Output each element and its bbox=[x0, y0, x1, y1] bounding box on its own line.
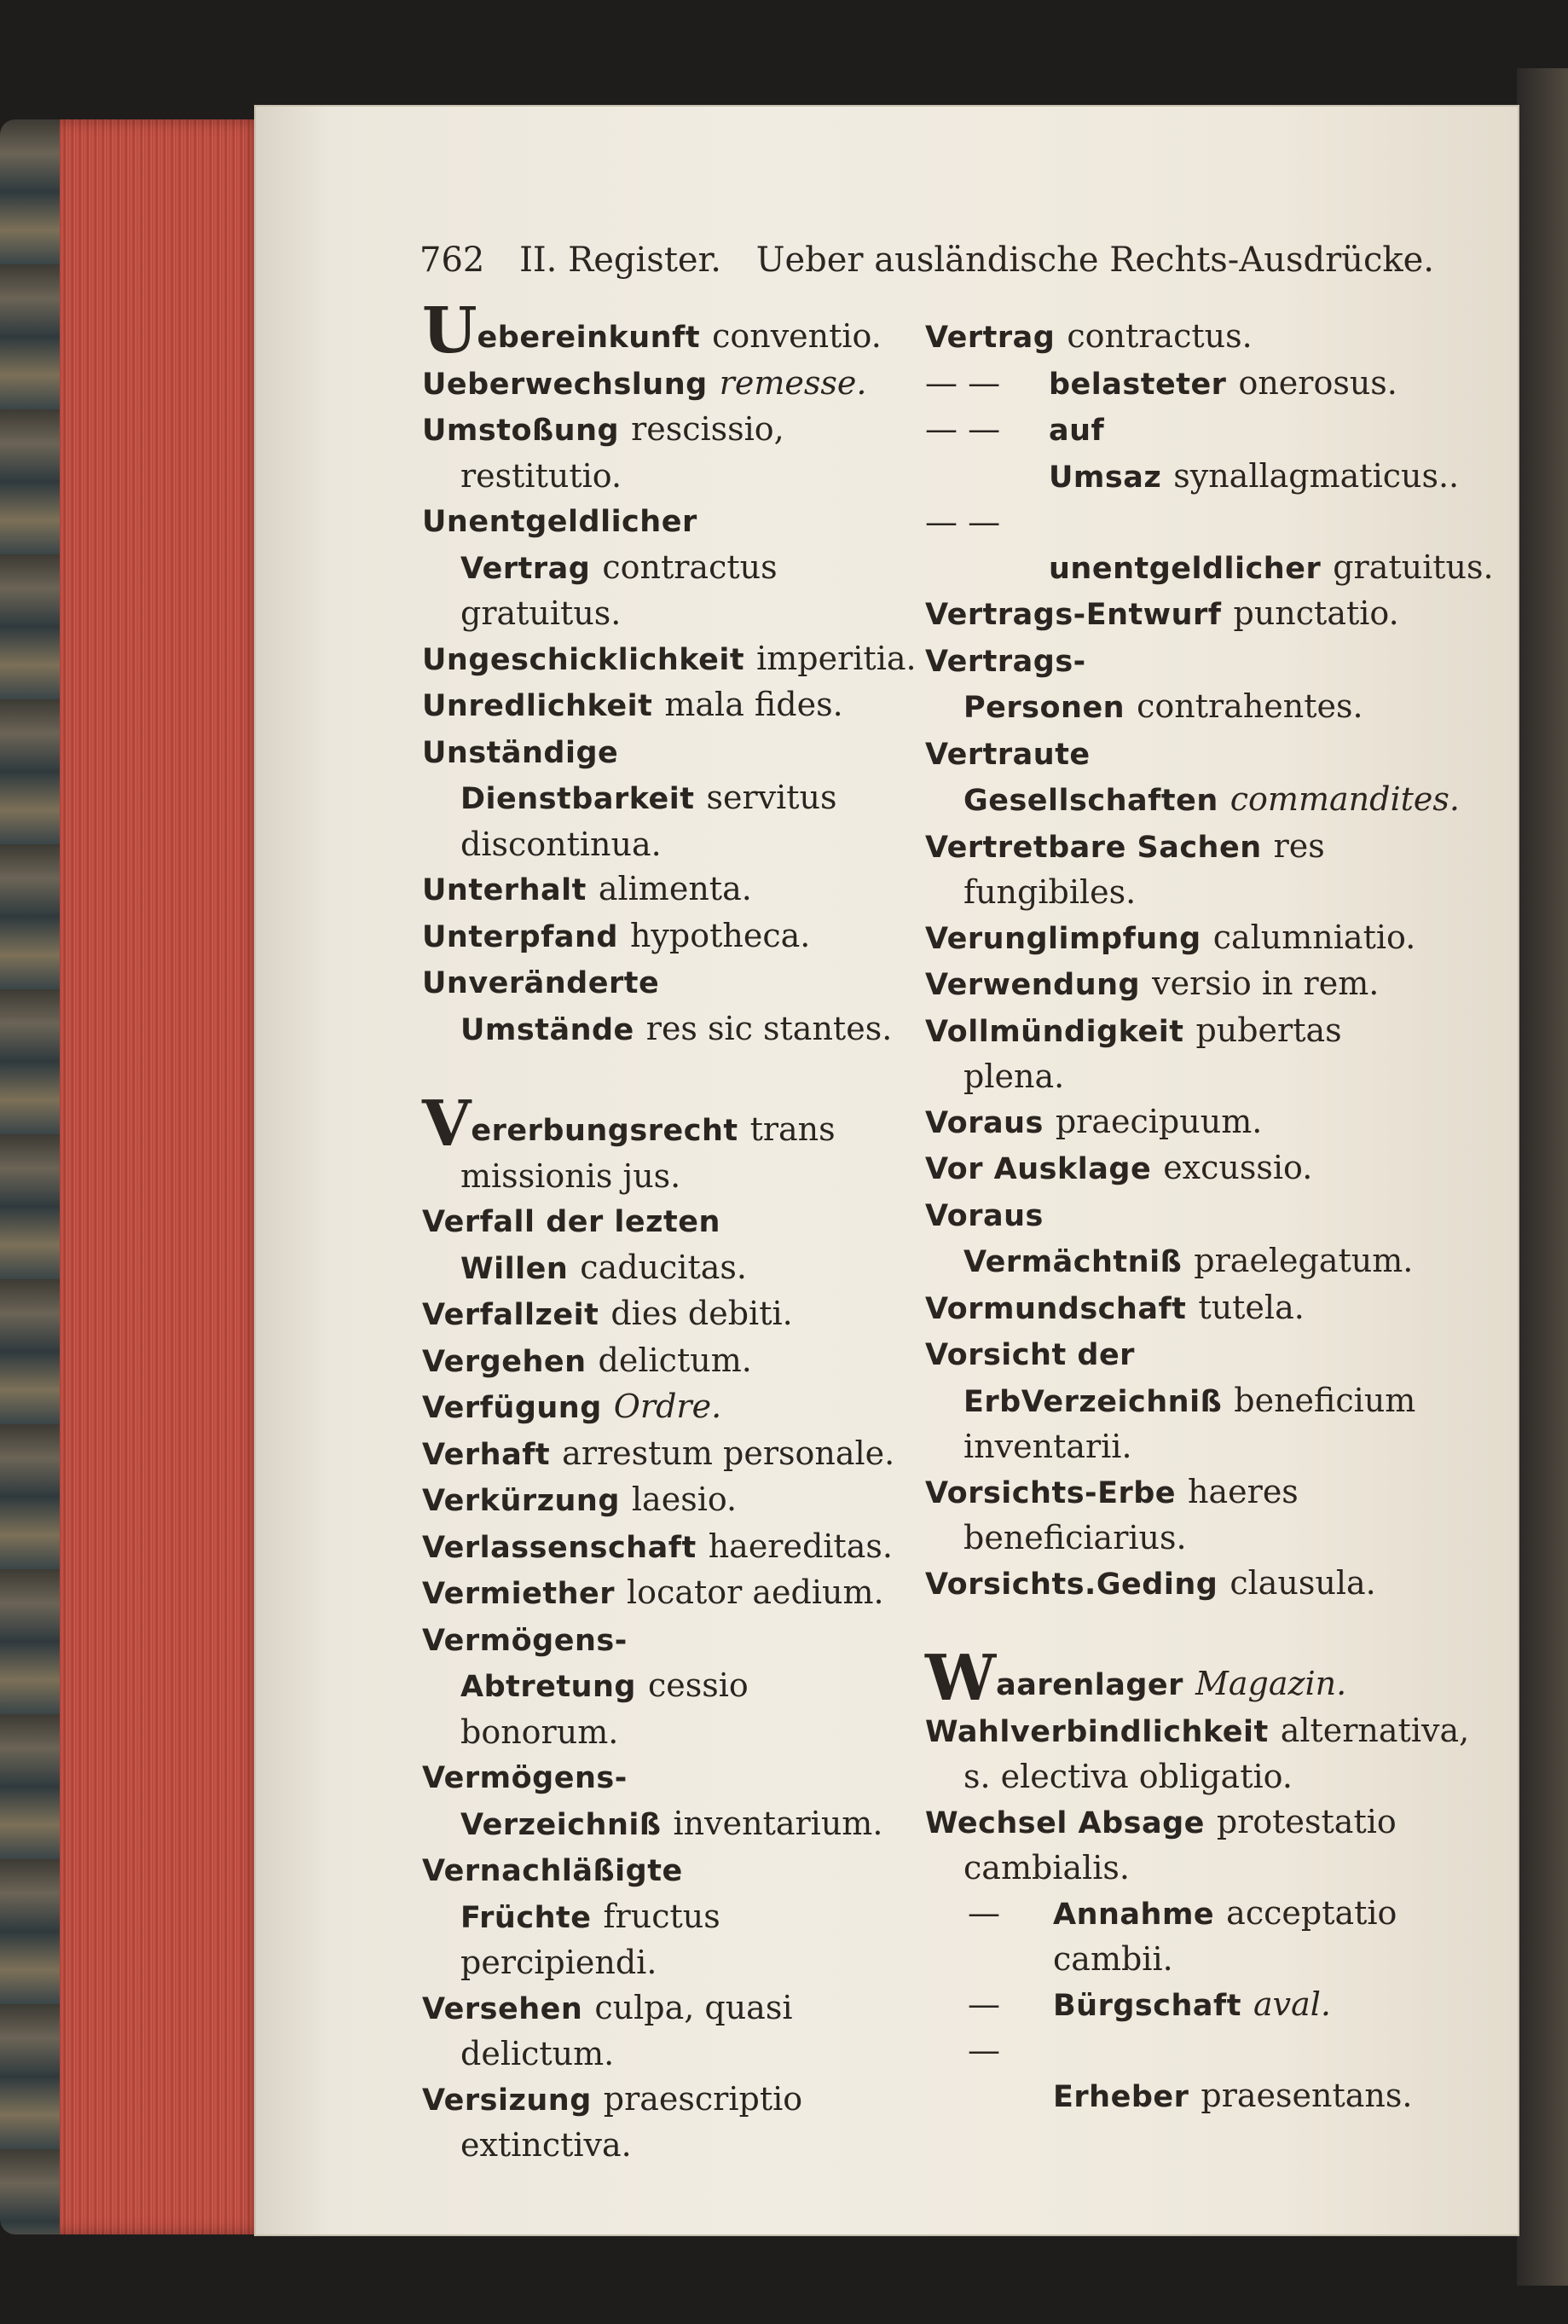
right-column bbox=[925, 314, 1494, 2119]
index-entry bbox=[422, 1431, 900, 1478]
index-entry bbox=[925, 591, 1403, 638]
section-gap bbox=[422, 1052, 900, 1107]
ditto-dash: — bbox=[968, 1985, 1000, 2023]
index-entry bbox=[925, 915, 1416, 962]
entry-headword: Wahlverbindlichkeit bbox=[925, 1714, 1269, 1749]
entry-latin-term: acceptatio cambii. bbox=[1053, 1893, 1397, 1978]
index-entry bbox=[422, 2077, 900, 2168]
entry-latin-term: caducitas. bbox=[580, 1248, 747, 1286]
register-label: II. Register. bbox=[519, 241, 722, 280]
entry-headword: Verfall der lezten Willen bbox=[422, 1205, 720, 1286]
index-entry bbox=[422, 1617, 900, 1755]
entry-headword: Ungeschicklichkeit bbox=[422, 642, 745, 677]
entry-latin-term: commandites. bbox=[1230, 780, 1460, 818]
section-initial: U bbox=[422, 294, 477, 368]
entry-latin-term: imperitia. bbox=[756, 639, 917, 677]
entry-latin-term: arrestum personale. bbox=[562, 1434, 895, 1472]
entry-headword: Vertretbare Sachen bbox=[925, 830, 1262, 865]
entry-headword: Verfallzeit bbox=[422, 1298, 599, 1332]
index-entry bbox=[925, 1642, 1403, 1715]
entry-headword: belasteter bbox=[1049, 367, 1227, 402]
entry-latin-term: Magazin. bbox=[1195, 1665, 1347, 1702]
index-entry bbox=[925, 824, 1403, 915]
entry-headword: Verfügung bbox=[422, 1391, 602, 1425]
index-entry bbox=[422, 1847, 900, 1985]
index-entry bbox=[422, 1985, 900, 2077]
entry-latin-term: synallagmaticus.. bbox=[1173, 456, 1460, 495]
entry-latin-term: praelegatum. bbox=[1194, 1242, 1414, 1279]
ditto-dash: — — bbox=[925, 363, 1001, 402]
index-entry bbox=[925, 1469, 1403, 1561]
entry-headword: Vormundschaft bbox=[925, 1291, 1187, 1326]
index-entry bbox=[422, 682, 900, 729]
entry-headword: Vertrag bbox=[925, 321, 1056, 355]
index-entry bbox=[925, 361, 1403, 408]
entry-latin-term: servitus discontinua. bbox=[460, 779, 837, 863]
entry-latin-term: Ordre. bbox=[613, 1388, 722, 1425]
entry-latin-term: culpa, quasi delictum. bbox=[460, 1988, 793, 2072]
index-entry bbox=[422, 498, 900, 636]
index-entry bbox=[925, 731, 1460, 824]
index-entry bbox=[422, 1524, 900, 1571]
index-entry bbox=[422, 1198, 900, 1291]
entry-headword: auf Umsaz bbox=[1049, 414, 1162, 495]
entry-latin-term: excussio. bbox=[1163, 1149, 1313, 1186]
entry-headword: Ueberwechslung bbox=[422, 367, 708, 402]
entry-headword: Voraus Vermächtniß bbox=[925, 1198, 1183, 1279]
entry-headword: Vorsichts.Geding bbox=[925, 1567, 1218, 1602]
entry-headword: Versehen bbox=[422, 1991, 583, 2026]
entry-latin-term: haeres beneficiarius. bbox=[963, 1472, 1299, 1556]
entry-latin-term: laesio. bbox=[631, 1481, 738, 1518]
ditto-dash: — bbox=[968, 1893, 1000, 1932]
entry-headword: Vorsicht der ErbVerzeichniß bbox=[925, 1338, 1223, 1419]
entry-latin-term: locator aedium. bbox=[627, 1573, 884, 1611]
ditto-dash: — — bbox=[925, 410, 1001, 448]
index-entry bbox=[925, 1561, 1403, 1608]
index-entry bbox=[925, 1008, 1403, 1099]
index-entry bbox=[925, 314, 1403, 361]
book-cover-left bbox=[0, 119, 68, 2234]
index-entry bbox=[925, 1099, 1403, 1146]
entry-headword: Vor Ausklage bbox=[925, 1152, 1152, 1186]
index-entry bbox=[925, 638, 1403, 731]
entry-latin-term: contractus. bbox=[1067, 317, 1253, 355]
entry-latin-term: aval. bbox=[1253, 1985, 1331, 2023]
index-entry bbox=[925, 1800, 1403, 1891]
page-number: 762 bbox=[419, 241, 485, 280]
section-initial: V bbox=[422, 1087, 472, 1161]
entry-latin-term: versio in rem. bbox=[1152, 965, 1380, 1002]
entry-latin-term: tutela. bbox=[1198, 1288, 1305, 1326]
entry-headword: Vergehen bbox=[422, 1344, 587, 1379]
index-entry bbox=[422, 1087, 900, 1198]
index-entry bbox=[925, 1192, 1414, 1285]
entry-headword: ebereinkunft bbox=[477, 321, 701, 355]
entry-headword: Vermögens-Verzeichniß bbox=[422, 1761, 662, 1842]
entry-headword: ererbungsrecht bbox=[471, 1114, 738, 1148]
index-entry bbox=[422, 1754, 900, 1847]
entry-headword: Unveränderte Umstände bbox=[422, 966, 660, 1047]
entry-headword: Unredlichkeit bbox=[422, 689, 653, 723]
index-entry bbox=[422, 1291, 900, 1338]
index-entry bbox=[925, 1285, 1403, 1332]
entry-headword: Vernachläßigte Früchte bbox=[422, 1854, 683, 1935]
entry-latin-term: hypotheca. bbox=[629, 916, 811, 954]
ditto-dash: — — bbox=[925, 503, 1001, 541]
index-entry bbox=[422, 1477, 900, 1524]
ditto-dash: — bbox=[968, 2031, 1000, 2069]
index-entry bbox=[422, 959, 900, 1052]
entry-headword: Verhaft bbox=[422, 1437, 551, 1472]
entry-latin-term: conventio. bbox=[712, 317, 882, 355]
entry-headword: Voraus bbox=[925, 1105, 1044, 1140]
entry-headword: Vertraute Gesellschaften bbox=[925, 737, 1218, 818]
entry-headword: Unterpfand bbox=[422, 919, 618, 954]
section-initial: W bbox=[925, 1642, 997, 1715]
entry-headword: Vermiether bbox=[422, 1577, 616, 1611]
entry-latin-term: haereditas. bbox=[708, 1527, 893, 1565]
entry-latin-term: mala fides. bbox=[664, 686, 843, 723]
section-gap bbox=[925, 1607, 1403, 1661]
index-entry bbox=[925, 1891, 1403, 1982]
index-entry bbox=[925, 961, 1403, 1008]
entry-headword: Vermögens-Abtretung bbox=[422, 1623, 636, 1704]
entry-headword: Versizung bbox=[422, 2083, 592, 2118]
entry-headword: aarenlager bbox=[996, 1668, 1183, 1702]
index-entry bbox=[422, 1570, 900, 1617]
entry-latin-term: beneficium inventarii. bbox=[963, 1381, 1416, 1465]
index-entry bbox=[925, 1331, 1416, 1469]
entry-latin-term: contractus gratuitus. bbox=[460, 548, 778, 632]
index-entry bbox=[925, 407, 1460, 500]
entry-headword: Vorsichts-Erbe bbox=[925, 1475, 1177, 1510]
entry-latin-term: delictum. bbox=[598, 1341, 752, 1379]
entry-latin-term: praecipuum. bbox=[1055, 1102, 1263, 1140]
entry-latin-term: dies debiti. bbox=[610, 1295, 793, 1332]
index-entry bbox=[422, 729, 900, 867]
entry-headword: Umstoßung bbox=[422, 414, 620, 448]
entry-latin-term: protestatio cambialis. bbox=[963, 1802, 1397, 1886]
entry-headword: Verlassenschaft bbox=[422, 1530, 697, 1565]
index-entry bbox=[925, 1708, 1470, 1800]
index-entry bbox=[422, 866, 900, 913]
entry-latin-term: alternativa, s. electiva obligatio. bbox=[963, 1711, 1470, 1795]
index-entry bbox=[422, 361, 900, 408]
entry-headword: unentgeldlicher bbox=[1049, 551, 1322, 586]
entry-latin-term: contrahentes. bbox=[1137, 687, 1363, 725]
entry-latin-term: alimenta. bbox=[598, 870, 752, 907]
running-head bbox=[419, 241, 1435, 283]
index-entry bbox=[422, 913, 900, 960]
entry-headword: Verwendung bbox=[925, 968, 1141, 1002]
index-entry bbox=[422, 1384, 900, 1431]
entry-latin-term: onerosus. bbox=[1238, 363, 1397, 402]
index-entry bbox=[422, 294, 900, 368]
entry-latin-term: praescriptio extinctiva. bbox=[460, 2079, 803, 2164]
book-cover-right bbox=[1517, 68, 1568, 2286]
entry-latin-term: praesentans. bbox=[1201, 2076, 1413, 2114]
entry-latin-term: trans missionis jus. bbox=[460, 1110, 836, 1195]
entry-latin-term: pubertas plena. bbox=[963, 1011, 1342, 1095]
index-entry bbox=[925, 2028, 1413, 2119]
index-entry bbox=[422, 407, 900, 498]
entry-headword: Vertrags-Entwurf bbox=[925, 598, 1222, 632]
entry-latin-term: res sic stantes. bbox=[645, 1009, 893, 1047]
entry-headword: Vertrags-Personen bbox=[925, 644, 1125, 725]
entry-headword: Vollmündigkeit bbox=[925, 1014, 1184, 1049]
entry-headword: Erheber bbox=[1053, 2079, 1189, 2114]
index-entry bbox=[925, 1982, 1403, 2029]
entry-latin-term: gratuitus. bbox=[1333, 548, 1494, 586]
index-entry bbox=[925, 1145, 1403, 1192]
entry-headword: Bürgschaft bbox=[1053, 1988, 1241, 2023]
entry-latin-term: calumniatio. bbox=[1212, 918, 1416, 956]
entry-latin-term: remesse. bbox=[719, 363, 867, 402]
entry-headword: Wechsel Absage bbox=[925, 1805, 1205, 1840]
entry-latin-term: cessio bonorum. bbox=[460, 1666, 749, 1751]
entry-latin-term: clausula. bbox=[1230, 1563, 1376, 1602]
entry-latin-term: punctatio. bbox=[1233, 594, 1399, 632]
entry-latin-term: res fungibiles. bbox=[963, 826, 1325, 911]
page-edges bbox=[60, 119, 264, 2234]
entry-latin-term: rescissio, restitutio. bbox=[460, 410, 784, 495]
index-entry bbox=[422, 1338, 900, 1385]
index-entry bbox=[925, 500, 1494, 591]
register-title: Ueber ausländische Rechts-Ausdrücke. bbox=[755, 241, 1435, 280]
entry-headword: Annahme bbox=[1053, 1897, 1215, 1932]
entry-latin-term: fructus percipiendi. bbox=[460, 1897, 720, 1981]
index-entry bbox=[422, 636, 917, 683]
left-column bbox=[422, 294, 917, 2168]
entry-headword: Unentgeldlicher Vertrag bbox=[422, 505, 697, 586]
entry-headword: Verunglimpfung bbox=[925, 921, 1201, 956]
entry-headword: Verkürzung bbox=[422, 1484, 620, 1518]
entry-latin-term: inventarium. bbox=[673, 1804, 883, 1842]
entry-headword: Unständige Dienstbarkeit bbox=[422, 735, 695, 816]
entry-headword: Unterhalt bbox=[422, 873, 587, 907]
